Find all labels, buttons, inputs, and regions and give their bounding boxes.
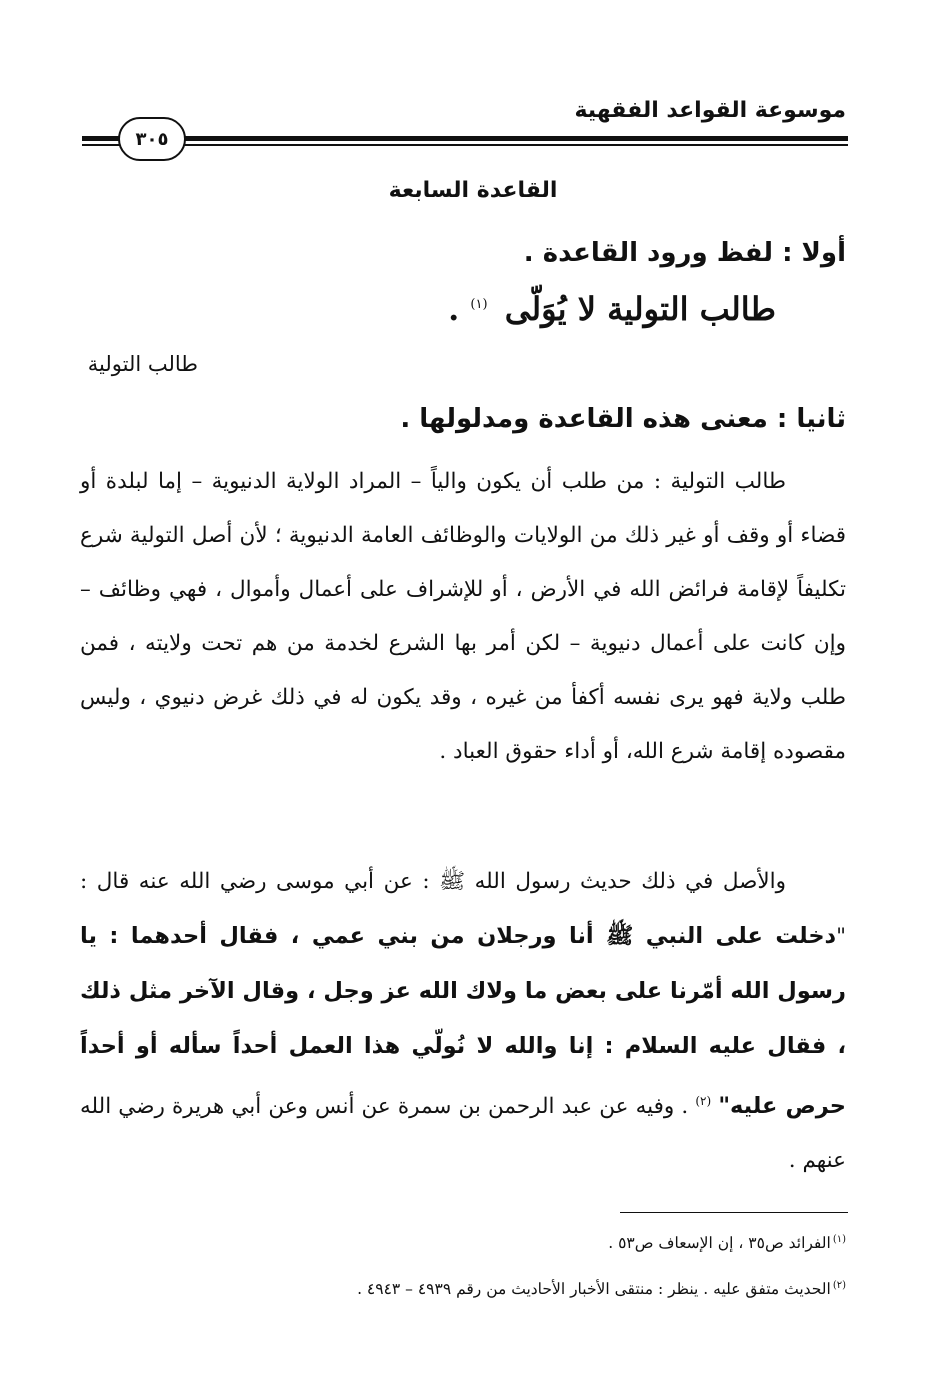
meaning-paragraph: طالب التولية : من طلب أن يكون والياً – المراد الولاية الدنيوية – إما لبلدة أو قضاء أو وقف أو غير ذلك من الولايات والوظائف العامة الدنيوية ؛ لأن أصل التولية شرع تكليفاً لإقامة فرائض الله في الأرض ، أو للإشراف على أعمال وأموال ، فهي وظائف – وإن كانت على أعمال دنيوية – لكن أمر بها الشرع لخدمة من هم تحت ولايته ، فمن طلب ولاية فهو يرى نفسه أكفأ من غيره ، وقد يكون له في ذلك غرض دنيوي ، وليس مقصوده إقامة شرع الله، أو أداء حقوق العباد .: [80, 469, 846, 764]
evidence-after: . وفيه عن عبد الرحمن بن سمرة عن أنس وعن أبي هريرة رضي الله عنهم .: [80, 1094, 846, 1174]
rule-statement-text: طالب التولية لا يُوَلّى: [504, 290, 776, 328]
page-number: ٣٠٥: [118, 117, 186, 161]
evidence-paragraph: [80, 855, 846, 1188]
footnote-marker-2[interactable]: (٢): [695, 1094, 712, 1108]
section-heading-first: أولا : لفظ ورود القاعدة .: [523, 238, 846, 268]
footnote-marker-1[interactable]: (١): [470, 297, 488, 313]
rule-title: القاعدة السابعة: [388, 178, 558, 203]
running-title: موسوعة القواعد الفقهية: [574, 98, 846, 123]
rule-statement-end: .: [448, 290, 460, 328]
footnote-2-text: الحديث متفق عليه . ينظر : منتقى الأخبار الأحاديث من رقم ٤٩٣٩ – ٤٩٤٣ .: [357, 1280, 831, 1299]
footnote-separator: [620, 1212, 848, 1213]
hadith-text: دخلت على النبي ﷺ أنا ورجلان من بني عمي ، فقال أحدهما : يا رسول الله أمّرنا على بعض ما ولاك الله عز وجل ، وقال الآخر مثل ذلك ، فقال عليه السلام : إنا والله لا نُولّي هذا العمل أحداً سأله أو أحداً حرص عليه": [80, 923, 847, 1120]
meaning-paragraph-block: [80, 455, 846, 779]
footnote-1: [608, 1234, 846, 1252]
rule-statement: [448, 290, 776, 328]
footnote-2: [357, 1280, 846, 1298]
footnote-2-marker: (٢): [832, 1280, 846, 1291]
evidence-intro: والأصل في ذلك حديث رسول الله ﷺ : عن أبي موسى رضي الله عنه قال : ": [80, 869, 846, 949]
header-rule: [82, 136, 848, 141]
margin-label: طالب التولية: [87, 352, 198, 376]
header-rule-thin: [82, 144, 848, 146]
footnote-1-marker: (١): [832, 1234, 846, 1245]
evidence-paragraph-block: [80, 855, 846, 1188]
section-heading-second: ثانيا : معنى هذه القاعدة ومدلولها .: [400, 404, 846, 434]
footnote-1-text: الفرائد ص٣٥ ، إن الإسعاف ص٥٣ .: [608, 1234, 831, 1253]
